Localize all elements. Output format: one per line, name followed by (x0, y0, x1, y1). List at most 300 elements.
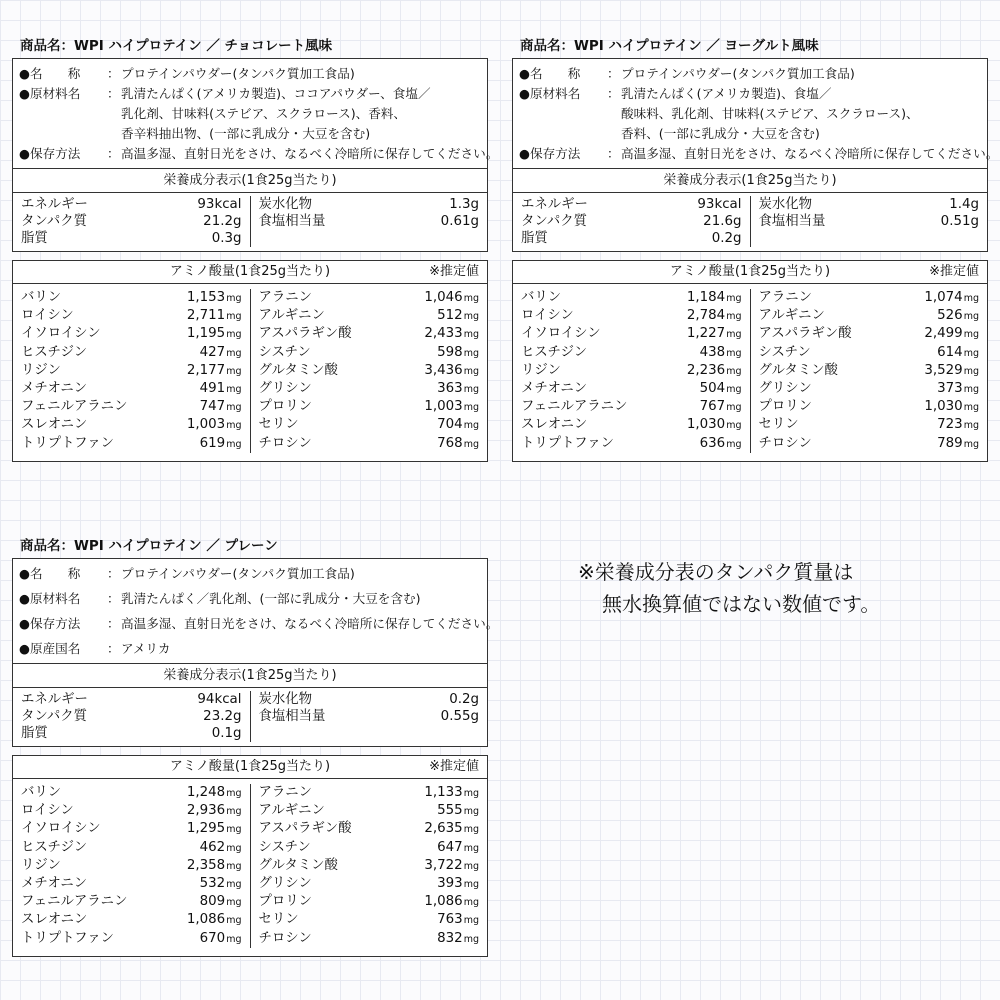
amino-value (437, 380, 479, 398)
product-panel-yogurt (512, 36, 999, 462)
amino-value (937, 416, 979, 434)
amino-acid-box (12, 755, 488, 957)
amino-acid-box (12, 260, 488, 462)
info-value: 高温多湿、直射日光をさけ、なるべく冷暗所に保存してください。 (121, 616, 499, 631)
info-label: ●原材料名 (19, 591, 81, 606)
amino-row-aspartic-acid (259, 325, 480, 343)
amino-amount: 438 (699, 344, 726, 360)
amino-name: フェニルアラニン (521, 399, 628, 415)
amino-row-serine (759, 416, 980, 434)
amino-unit: mg (963, 402, 979, 414)
amino-value (937, 380, 979, 398)
amino-value (437, 435, 479, 453)
amino-amount: 1,184 (686, 290, 726, 305)
amino-amount: 512 (437, 308, 463, 324)
info-row-ingredients-continued (519, 104, 981, 124)
amino-value (687, 325, 742, 343)
amino-name: リジン (21, 362, 61, 378)
amino-amount: 789 (937, 435, 963, 451)
amino-unit: mg (226, 293, 242, 304)
info-label: ●名 称 (19, 566, 81, 581)
info-separator: ： (107, 86, 120, 101)
info-row-name (19, 64, 481, 84)
amino-unit: mg (226, 347, 242, 359)
amino-row-tyrosine (759, 435, 980, 453)
amino-name: フェニルアラニン (21, 399, 128, 415)
amino-value (424, 857, 479, 875)
amino-unit: mg (226, 806, 242, 818)
amino-unit: mg (226, 788, 242, 799)
estimate-note: ※推定値 (929, 264, 979, 279)
amino-name: スレオニン (521, 417, 588, 433)
amino-value (687, 416, 742, 434)
amino-row-glycine (259, 380, 480, 398)
nutrient-value: 0.61g (440, 214, 479, 229)
nutrient-value: 0.2g (711, 231, 742, 246)
amino-title: アミノ酸量(1食25g当たり) (169, 264, 331, 279)
amino-value (937, 307, 979, 325)
info-and-nutrition-box (512, 58, 999, 252)
amino-unit: mg (226, 860, 242, 872)
amino-value (187, 820, 242, 838)
info-value: アメリカ (121, 641, 171, 656)
amino-heading (513, 261, 987, 284)
amino-unit: mg (226, 879, 242, 891)
amino-value (924, 362, 979, 380)
amino-value (437, 875, 479, 893)
amino-name: グリシン (758, 381, 812, 397)
amino-name: トリプトファン (21, 930, 115, 946)
amino-amount: 462 (199, 839, 226, 855)
amino-row-aspartic-acid (259, 820, 480, 838)
amino-amount: 1,003 (424, 399, 463, 415)
amino-row-histidine (21, 839, 242, 857)
amino-value (437, 839, 479, 857)
nutrient-name: タンパク質 (21, 709, 88, 724)
amino-name: スレオニン (21, 417, 88, 433)
amino-row-valine (21, 784, 242, 802)
info-value: プロテインパウダー(タンパク質加工食品) (621, 66, 855, 81)
amino-unit: mg (463, 329, 479, 341)
nutrient-value: 23.2g (203, 709, 242, 724)
amino-amount: 1,086 (424, 894, 463, 910)
amino-amount: 532 (199, 876, 226, 892)
amino-value (424, 784, 479, 802)
amino-title: アミノ酸量(1食25g当たり) (169, 759, 331, 774)
amino-name: チロシン (758, 435, 812, 451)
nutrient-name: 炭水化物 (258, 197, 313, 212)
amino-column-left (13, 289, 251, 453)
amino-value (187, 416, 242, 434)
info-value: 酸味料、乳化剤、甘味料(ステビア、スクラロース)、 (621, 106, 919, 121)
amino-amount: 3,529 (924, 362, 963, 378)
amino-value (200, 893, 242, 911)
amino-row-glutamic-acid (759, 362, 980, 380)
nutrient-value: 1.3g (449, 197, 479, 212)
amino-amount: 809 (199, 894, 226, 910)
amino-name: バリン (21, 290, 62, 305)
amino-amount: 1,046 (424, 290, 463, 305)
amino-row-methionine (521, 380, 742, 398)
info-section (13, 59, 499, 168)
amino-value (700, 344, 742, 362)
info-separator: ： (107, 616, 120, 631)
amino-name: スレオニン (21, 912, 88, 928)
nutrient-value: 93kcal (697, 197, 742, 212)
amino-amount: 393 (437, 876, 463, 892)
amino-row-phenylalanine (21, 398, 242, 416)
amino-name: メチオニン (21, 876, 88, 892)
amino-amount: 3,722 (424, 857, 463, 873)
nutrient-name: 食塩相当量 (258, 709, 326, 724)
amino-row-serine (259, 911, 480, 929)
amino-name: ロイシン (521, 308, 574, 324)
amino-amount: 832 (437, 930, 463, 946)
amino-amount: 2,784 (686, 308, 726, 324)
amino-unit: mg (226, 365, 242, 377)
amino-acid-box (512, 260, 988, 462)
info-value: 香料、(一部に乳成分・大豆を含む) (621, 126, 820, 141)
info-value: 高温多湿、直射日光をさけ、なるべく冷暗所に保存してください。 (121, 146, 499, 161)
amino-unit: mg (726, 402, 742, 414)
amino-unit: mg (963, 329, 979, 341)
amino-value (424, 289, 479, 307)
nutrition-row-carbohydrate (259, 691, 480, 708)
amino-amount: 636 (699, 435, 726, 451)
amino-row-leucine (521, 307, 742, 325)
amino-heading (13, 261, 487, 284)
nutrient-value: 0.55g (440, 709, 479, 724)
nutrient-value: 21.6g (703, 214, 742, 229)
amino-name: フェニルアラニン (21, 894, 128, 910)
amino-value (700, 398, 742, 416)
amino-name: ヒスチジン (521, 344, 588, 360)
amino-row-leucine (21, 802, 242, 820)
nutrition-column-right (751, 196, 988, 247)
nutrient-value: 0.1g (211, 726, 242, 741)
amino-row-arginine (759, 307, 980, 325)
amino-name: セリン (258, 912, 299, 928)
amino-value (437, 802, 479, 820)
amino-name: プロリン (258, 894, 313, 910)
info-row-ingredients-continued (19, 104, 481, 124)
nutrition-table (13, 193, 487, 251)
product-panel-plain (12, 536, 499, 957)
amino-unit: mg (726, 420, 742, 432)
amino-amount: 2,499 (924, 326, 963, 342)
amino-name: セリン (258, 417, 299, 433)
amino-name: ヒスチジン (21, 839, 88, 855)
nutrient-value: 0.2g (449, 692, 479, 707)
nutrition-row-salt (259, 708, 480, 725)
info-label: ●保存方法 (19, 146, 81, 161)
amino-name: セリン (758, 417, 799, 433)
amino-amount: 555 (437, 803, 463, 819)
amino-value (200, 435, 242, 453)
nutrition-column-right (251, 196, 488, 247)
amino-value (187, 325, 242, 343)
amino-unit: mg (726, 293, 742, 304)
info-section (513, 59, 999, 168)
amino-row-alanine (759, 289, 980, 307)
amino-unit: mg (226, 402, 242, 414)
amino-unit: mg (226, 311, 242, 323)
amino-name: リジン (521, 362, 561, 378)
amino-unit: mg (463, 806, 479, 818)
amino-value (187, 784, 242, 802)
amino-value (687, 362, 742, 380)
info-separator: ： (107, 591, 120, 606)
amino-row-cystine (259, 344, 480, 362)
amino-column-left (13, 784, 251, 948)
product-title: 商品名：WPI ハイプロテイン ／ ヨーグルト風味 (520, 38, 819, 54)
amino-unit: mg (963, 347, 979, 359)
footnote-line-1: ※栄養成分表のタンパク質量は (578, 560, 854, 584)
amino-unit: mg (963, 438, 979, 450)
nutrient-name: 炭水化物 (758, 197, 813, 212)
nutrition-row-energy (521, 196, 742, 213)
amino-value (437, 930, 479, 948)
amino-heading (13, 756, 487, 779)
amino-row-proline (759, 398, 980, 416)
amino-name: グリシン (258, 381, 312, 397)
amino-row-cystine (259, 839, 480, 857)
amino-unit: mg (226, 329, 242, 341)
amino-amount: 723 (937, 417, 963, 433)
nutrient-value: 0.51g (940, 214, 979, 229)
product-title: 商品名：WPI ハイプロテイン ／ チョコレート風味 (20, 38, 333, 54)
amino-value (187, 362, 242, 380)
info-separator: ： (107, 66, 120, 81)
amino-value (424, 398, 479, 416)
amino-unit: mg (226, 933, 242, 945)
amino-name: アラニン (758, 290, 813, 305)
info-row-name (19, 564, 481, 584)
amino-row-isoleucine (21, 325, 242, 343)
amino-row-tryptophan (21, 930, 242, 948)
amino-row-lysine (21, 362, 242, 380)
footnote-line-2: 無水換算値ではない数値です。 (602, 592, 881, 616)
info-value: 高温多湿、直射日光をさけ、なるべく冷暗所に保存してください。 (621, 146, 999, 161)
amino-row-threonine (521, 416, 742, 434)
amino-row-cystine (759, 344, 980, 362)
amino-row-valine (21, 289, 242, 307)
amino-unit: mg (463, 420, 479, 432)
nutrition-heading: 栄養成分表示(1食25g当たり) (13, 663, 487, 688)
amino-name: シスチン (258, 839, 311, 855)
amino-row-glutamic-acid (259, 362, 480, 380)
amino-amount: 526 (937, 308, 963, 324)
amino-name: イソロイシン (521, 326, 601, 342)
nutrition-row-fat (21, 230, 242, 247)
amino-unit: mg (726, 438, 742, 450)
amino-row-glycine (759, 380, 980, 398)
amino-row-phenylalanine (521, 398, 742, 416)
nutrition-table (513, 193, 987, 251)
amino-value (687, 289, 742, 307)
amino-row-methionine (21, 380, 242, 398)
amino-name: グリシン (258, 876, 312, 892)
amino-amount: 768 (437, 435, 463, 451)
amino-amount: 1,074 (924, 290, 963, 305)
nutrient-name: 脂質 (21, 231, 48, 246)
amino-unit: mg (463, 347, 479, 359)
amino-amount: 2,236 (686, 362, 726, 378)
amino-name: トリプトファン (21, 435, 115, 451)
amino-row-glycine (259, 875, 480, 893)
info-label: ●保存方法 (519, 146, 581, 161)
amino-unit: mg (463, 897, 479, 909)
amino-unit: mg (726, 384, 742, 396)
amino-value (437, 344, 479, 362)
amino-unit: mg (726, 365, 742, 377)
info-row-ingredients-continued (19, 124, 481, 144)
amino-unit: mg (463, 824, 479, 836)
amino-unit: mg (463, 788, 479, 799)
amino-amount: 1,227 (686, 326, 726, 342)
info-row-ingredients (19, 589, 481, 609)
amino-title: アミノ酸量(1食25g当たり) (669, 264, 831, 279)
amino-row-proline (259, 893, 480, 911)
amino-unit: mg (463, 402, 479, 414)
amino-value (437, 416, 479, 434)
amino-row-isoleucine (21, 820, 242, 838)
amino-name: バリン (521, 290, 562, 305)
amino-name: アスパラギン酸 (758, 326, 852, 342)
amino-row-methionine (21, 875, 242, 893)
amino-unit: mg (963, 365, 979, 377)
protein-footnote (578, 556, 880, 620)
amino-name: バリン (21, 785, 62, 800)
amino-amount: 1,153 (186, 290, 226, 305)
info-row-name (519, 64, 981, 84)
amino-unit: mg (226, 842, 242, 854)
amino-unit: mg (963, 384, 979, 396)
amino-value (200, 398, 242, 416)
amino-amount: 1,195 (186, 326, 226, 342)
amino-value (687, 307, 742, 325)
info-row-storage (19, 144, 499, 164)
amino-table (13, 779, 487, 956)
nutrient-value: 0.3g (211, 231, 242, 246)
amino-unit: mg (463, 879, 479, 891)
nutrient-name: 食塩相当量 (258, 214, 326, 229)
amino-name: アルギニン (258, 308, 325, 324)
amino-amount: 3,436 (424, 362, 463, 378)
amino-amount: 1,030 (924, 399, 963, 415)
nutrient-name: タンパク質 (21, 214, 88, 229)
amino-amount: 619 (199, 435, 226, 451)
amino-value (200, 380, 242, 398)
amino-row-histidine (521, 344, 742, 362)
amino-name: シスチン (758, 344, 811, 360)
amino-amount: 1,030 (686, 417, 726, 433)
amino-row-lysine (521, 362, 742, 380)
amino-row-tryptophan (521, 435, 742, 453)
amino-row-alanine (259, 289, 480, 307)
amino-amount: 763 (437, 912, 463, 928)
amino-row-arginine (259, 307, 480, 325)
info-label: ●名 称 (19, 66, 81, 81)
nutrition-row-salt (759, 213, 980, 230)
nutrition-row-carbohydrate (259, 196, 480, 213)
info-row-ingredients (519, 84, 981, 104)
amino-unit: mg (463, 933, 479, 945)
amino-value (424, 325, 479, 343)
nutrient-name: エネルギー (521, 197, 588, 212)
amino-unit: mg (463, 293, 479, 304)
nutrient-value: 1.4g (949, 197, 979, 212)
amino-unit: mg (963, 311, 979, 323)
amino-amount: 1,248 (186, 785, 226, 800)
amino-unit: mg (463, 915, 479, 927)
nutrition-column-left (13, 691, 251, 742)
amino-amount: 598 (437, 344, 463, 360)
amino-name: グルタミン酸 (258, 362, 338, 378)
amino-value (937, 435, 979, 453)
amino-value (924, 398, 979, 416)
estimate-note: ※推定値 (429, 759, 479, 774)
amino-row-proline (259, 398, 480, 416)
amino-value (187, 289, 242, 307)
nutrient-name: エネルギー (21, 197, 88, 212)
amino-name: アスパラギン酸 (258, 821, 352, 837)
amino-row-tyrosine (259, 930, 480, 948)
amino-name: イソロイシン (21, 821, 101, 837)
amino-name: アラニン (258, 290, 313, 305)
amino-row-serine (259, 416, 480, 434)
amino-unit: mg (226, 420, 242, 432)
amino-unit: mg (463, 311, 479, 323)
info-value: 乳清たんぱく(アメリカ製造)、食塩／ (621, 86, 832, 101)
nutrition-row-energy (21, 196, 242, 213)
amino-name: チロシン (258, 435, 312, 451)
amino-unit: mg (463, 842, 479, 854)
nutrition-column-right (251, 691, 488, 742)
amino-amount: 704 (437, 417, 463, 433)
info-row-origin (19, 639, 481, 659)
amino-amount: 1,003 (186, 417, 226, 433)
nutrient-name: 炭水化物 (258, 692, 313, 707)
amino-unit: mg (226, 915, 242, 927)
amino-unit: mg (226, 897, 242, 909)
nutrition-row-carbohydrate (759, 196, 980, 213)
amino-name: チロシン (258, 930, 312, 946)
info-separator: ： (107, 641, 120, 656)
info-row-ingredients-continued (519, 124, 981, 144)
amino-amount: 427 (199, 344, 226, 360)
amino-table (13, 284, 487, 461)
amino-amount: 2,635 (424, 821, 463, 837)
amino-value (187, 307, 242, 325)
amino-value (200, 839, 242, 857)
nutrition-row-fat (21, 725, 242, 742)
info-label: ●保存方法 (19, 616, 81, 631)
amino-unit: mg (226, 384, 242, 396)
nutrient-name: 食塩相当量 (758, 214, 826, 229)
amino-unit: mg (463, 384, 479, 396)
nutrition-row-salt (259, 213, 480, 230)
amino-value (424, 820, 479, 838)
info-separator: ： (607, 146, 620, 161)
amino-value (700, 380, 742, 398)
info-label: ●原材料名 (19, 86, 81, 101)
nutrition-row-fat (521, 230, 742, 247)
info-section (13, 559, 499, 663)
amino-unit: mg (726, 347, 742, 359)
info-row-storage (519, 144, 999, 164)
nutrition-column-left (513, 196, 751, 247)
